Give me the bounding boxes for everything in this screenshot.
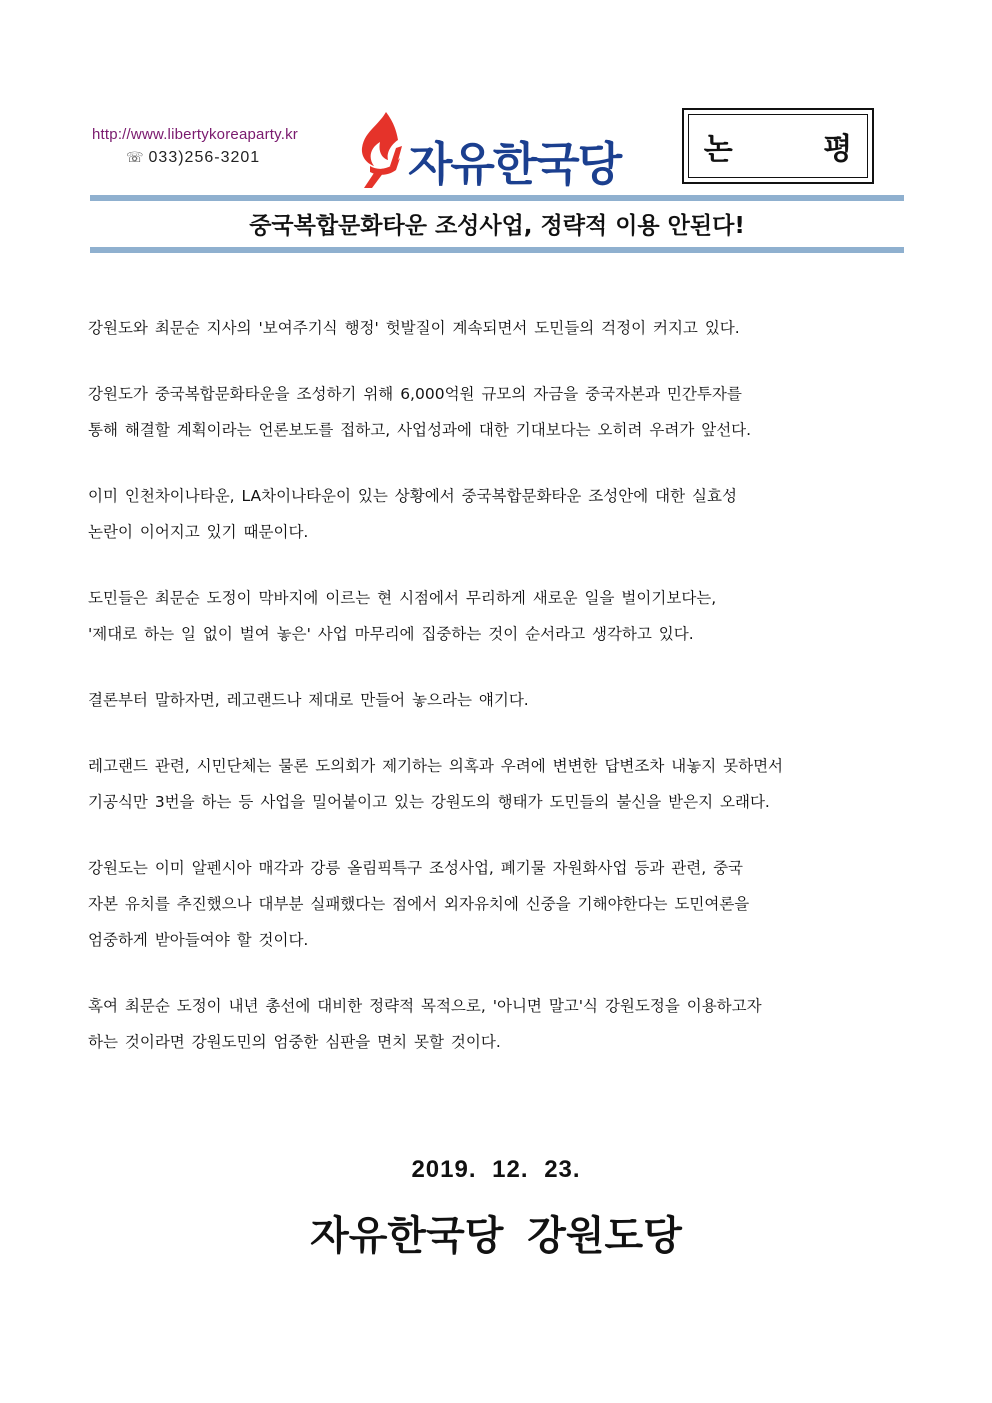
paragraph-line: 논란이 이어지고 있기 때문이다. — [88, 523, 309, 541]
paragraph-line: '제대로 하는 일 없이 벌여 놓은' 사업 마무리에 집중하는 것이 순서라고 생각하고 있다. — [88, 625, 694, 643]
document-type-box — [682, 108, 893, 184]
paragraph-line: 결론부터 말하자면, 레고랜드나 제대로 만들어 놓으라는 얘기다. — [88, 691, 529, 709]
party-logo — [356, 108, 646, 192]
paragraph-line: 이미 인천차이나타운, LA차이나타운이 있는 상황에서 중국복합문화타운 조성안에 대한 실효성 — [88, 487, 737, 505]
paragraph — [88, 988, 908, 1060]
headline-rule-bottom — [90, 247, 904, 253]
paragraph — [88, 580, 908, 652]
telephone-icon: ☏ — [126, 149, 145, 165]
paragraph — [88, 850, 908, 958]
statement-body — [88, 310, 908, 1090]
phone-number-text: 033)256-3201 — [148, 149, 261, 166]
paragraph-line: 강원도와 최문순 지사의 '보여주기식 행정' 헛발질이 계속되면서 도민들의 걱정이 커지고 있다. — [88, 319, 740, 337]
paragraph — [88, 310, 908, 346]
paragraph-line: 자본 유치를 추진했으나 대부분 실패했다는 점에서 외자유치에 신중을 기해야한다는 도민여론을 — [88, 895, 750, 913]
paragraph-line: 강원도가 중국복합문화타운을 조성하기 위해 6,000억원 규모의 자금을 중국자본과 민간투자를 — [88, 385, 742, 403]
paragraph-line: 통해 해결할 계획이라는 언론보도를 접하고, 사업성과에 대한 기대보다는 오히려 우려가 앞선다. — [88, 421, 752, 439]
paragraph-line: 강원도는 이미 알펜시아 매각과 강릉 올림픽특구 조성사업, 폐기물 자원화사업 등과 관련, 중국 — [88, 859, 744, 877]
paragraph-line: 레고랜드 관련, 시민단체는 물론 도의회가 제기하는 의혹과 우려에 변변한 답변조차 내놓지 못하면서 — [88, 757, 784, 775]
paragraph — [88, 748, 908, 820]
paragraph — [88, 682, 908, 718]
logo-wordmark: 자유한국당 — [408, 137, 621, 191]
document-type-inner-frame — [688, 114, 893, 178]
headline-rule-top — [90, 195, 904, 201]
issuer-signature: 자유한국당 강원도당 — [310, 1213, 682, 1259]
website-link[interactable]: http://www.libertykoreaparty.kr — [92, 126, 298, 143]
document-type-label: 논 평 — [703, 132, 893, 167]
statement-date: 2019. 12. 23. — [411, 1156, 581, 1183]
paragraph-line: 도민들은 최문순 도정이 막바지에 이르는 현 시점에서 무리하게 새로운 일을 벌이기보다는, — [88, 589, 717, 607]
paragraph — [88, 478, 908, 550]
paragraph-line: 엄중하게 받아들여야 할 것이다. — [88, 931, 309, 949]
paragraph-line: 혹여 최문순 도정이 내년 총선에 대비한 정략적 목적으로, '아니면 말고'식 강원도정을 이용하고자 — [88, 997, 762, 1015]
phone-number — [126, 149, 342, 167]
header-contact — [92, 126, 342, 167]
paragraph-line: 기공식만 3번을 하는 등 사업을 밀어붙이고 있는 강원도의 행태가 도민들의 불신을 받은지 오래다. — [88, 793, 770, 811]
headline: 중국복합문화타운 조성사업, 정략적 이용 안된다! — [249, 213, 745, 239]
paragraph — [88, 376, 908, 448]
torch-flame-icon — [356, 108, 414, 192]
paragraph-line: 하는 것이라면 강원도민의 엄중한 심판을 면치 못할 것이다. — [88, 1033, 501, 1051]
